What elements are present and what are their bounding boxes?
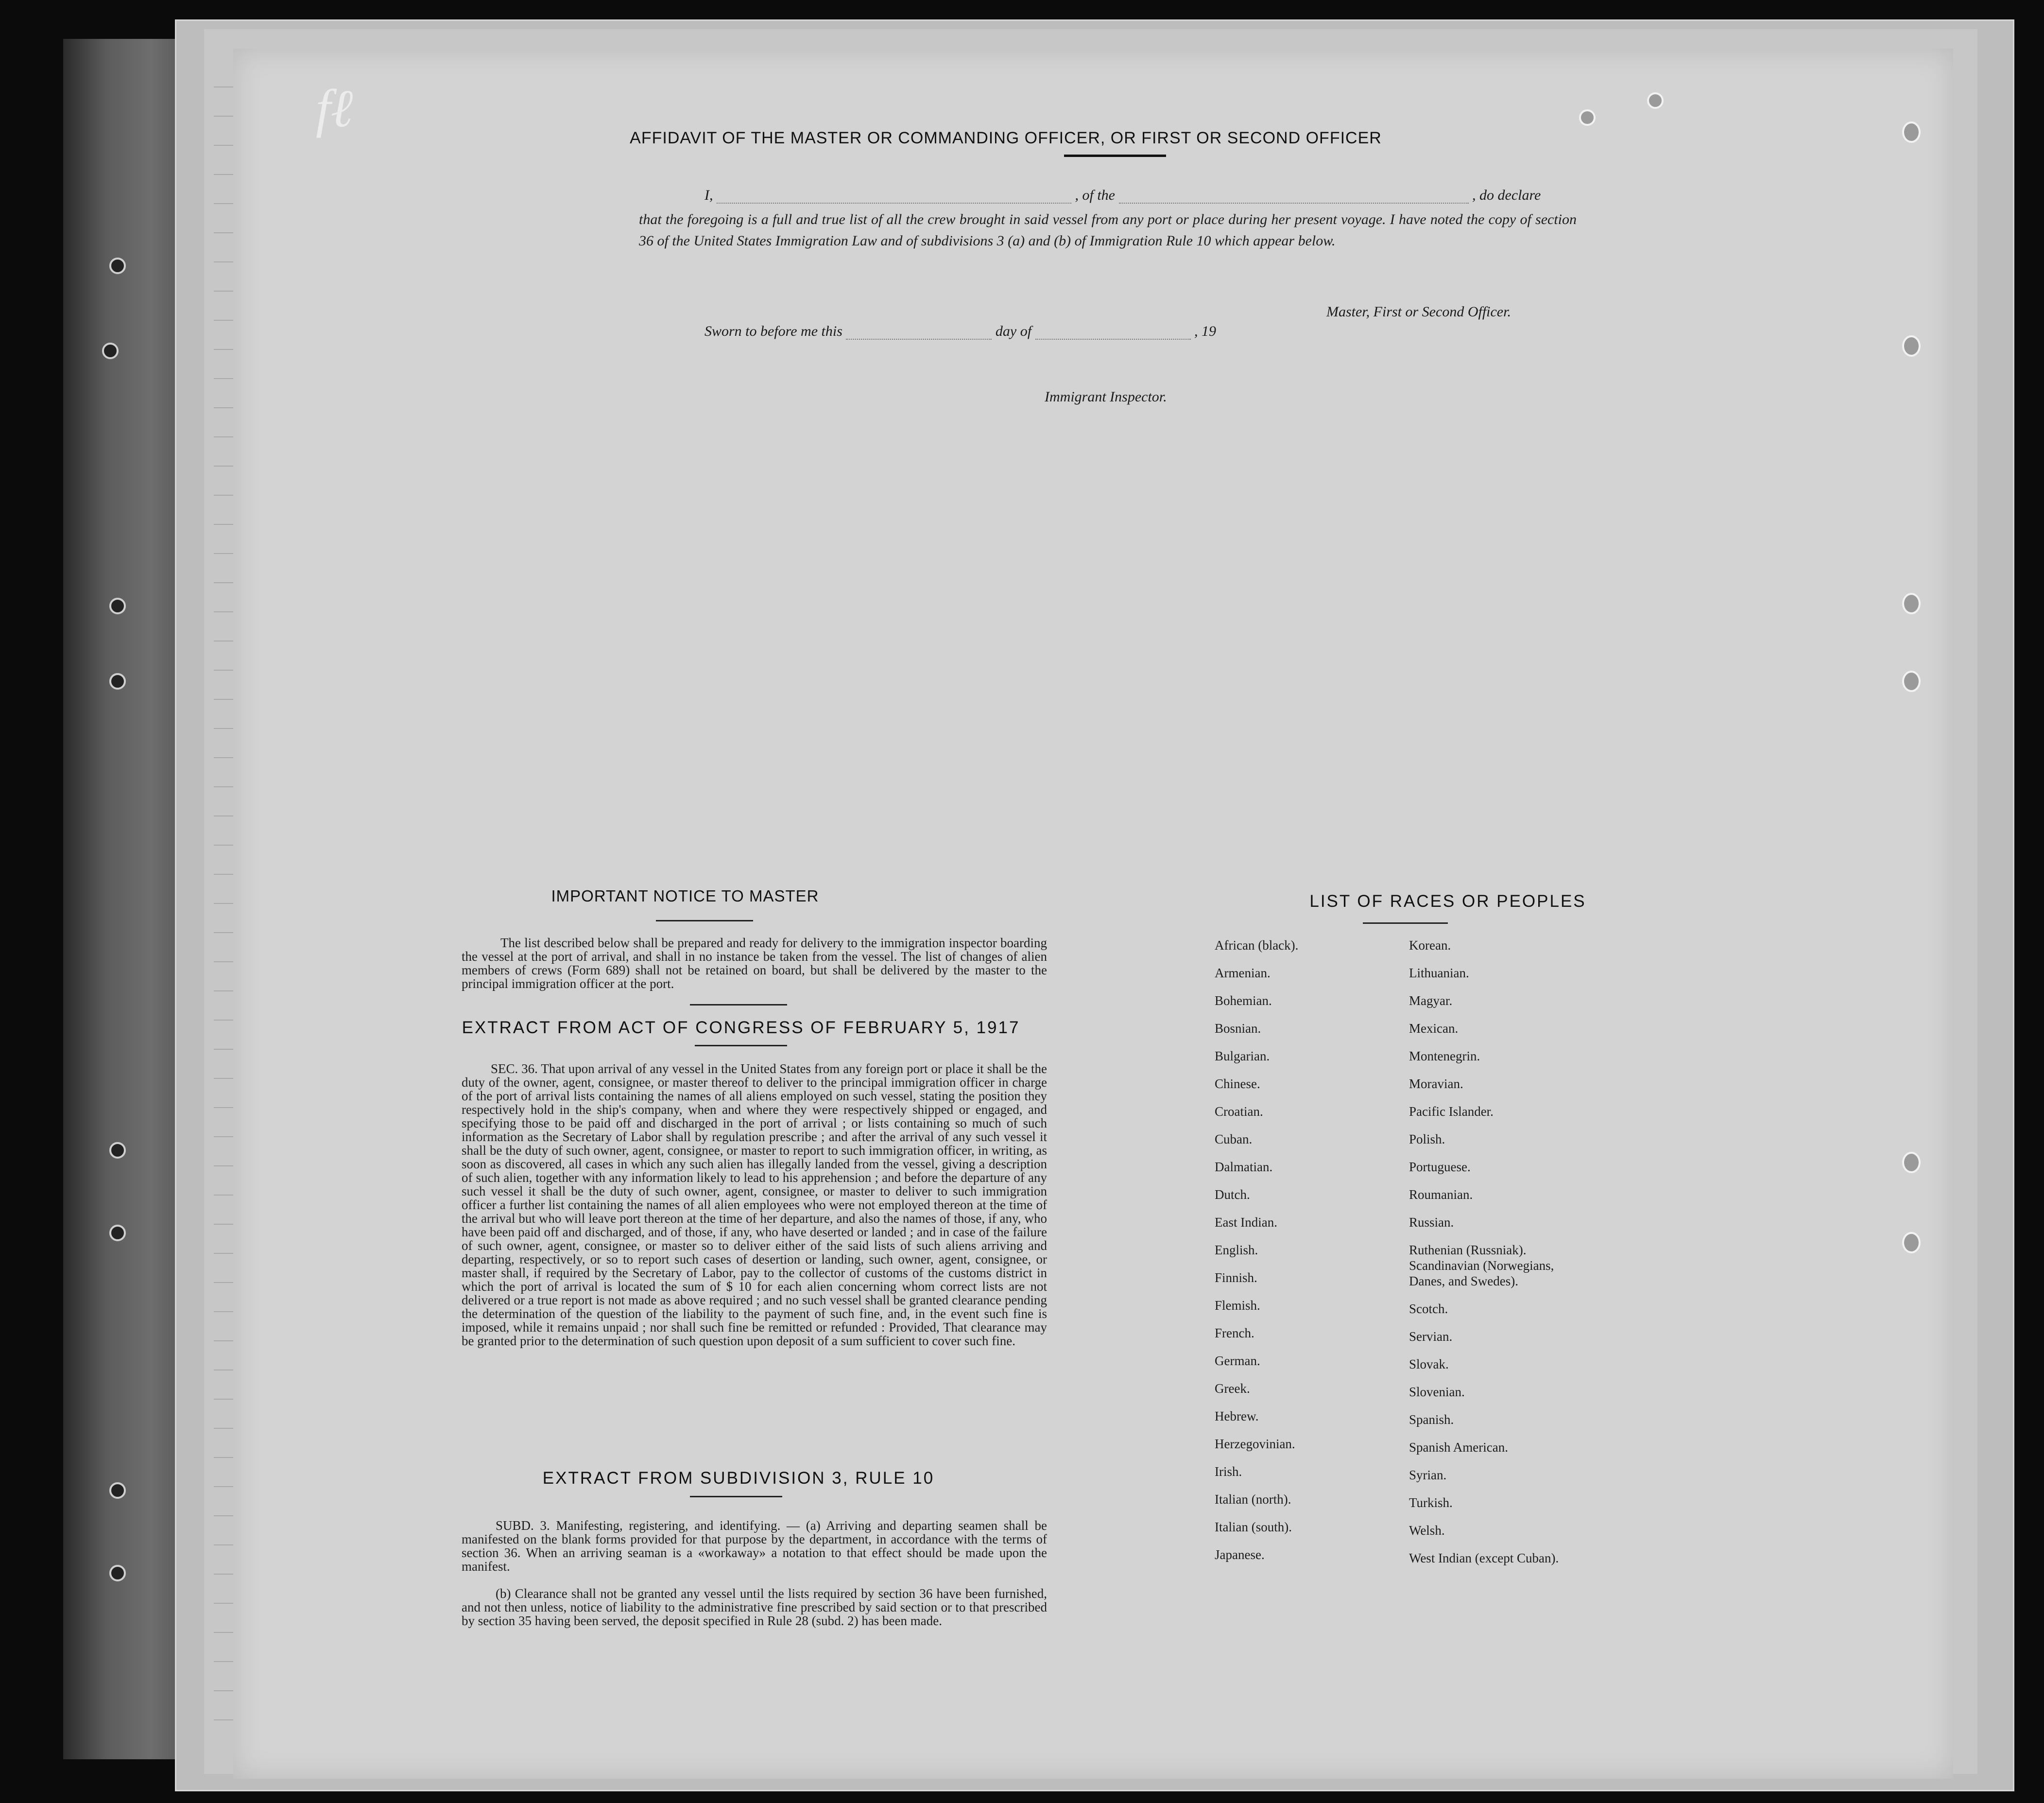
race-item: Hebrew.	[1215, 1409, 1259, 1423]
title-rule	[1064, 155, 1166, 157]
punch-hole	[1579, 109, 1596, 126]
day-blank[interactable]	[846, 326, 992, 340]
race-item: Italian (south).	[1215, 1520, 1292, 1534]
punch-hole	[1902, 1152, 1921, 1173]
races-title: LIST OF RACES OR PEOPLES	[1309, 892, 1586, 911]
year-label: , 19	[1194, 323, 1217, 339]
act-extract-title: EXTRACT FROM ACT OF CONGRESS OF FEBRUARY 5, 1917	[462, 1018, 1020, 1037]
binder-hole	[109, 1225, 126, 1241]
race-item: Armenian.	[1215, 966, 1271, 980]
master-signature-label: Master, First or Second Officer.	[1326, 304, 1511, 320]
race-item: Bulgarian.	[1215, 1049, 1270, 1063]
sworn-line	[704, 323, 1216, 340]
race-item: Welsh.	[1409, 1523, 1445, 1538]
race-item: Lithuanian.	[1409, 966, 1469, 980]
act-extract-text: SEC. 36. That upon arrival of any vessel in the United States from any foreign port or place it shall be the duty of the owner, agent, consignee, or master thereof to deliver to the principal immigration officer in charge of the port of arrival lists containing the names of all aliens employed on such vessel, stating the position they respectively hold in the ship's company, when and where they were respectively shipped or engaged, and specifying those to be paid off and discharged in the port of arrival ; or lists containing so much of such information as the Secretary of Labor shall by regulation prescribe ; and after the arrival of any such vessel it shall be the duty of such owner, agent, consignee, or master to report to such immigration officer, in writing, as soon as discovered, all cases in which any such alien has illegally landed from the vessel, giving a description of such alien, together with any information likely to lead to his apprehension ; and before the departure of any such vessel it shall be the duty of such owner, agent, consignee, or master to deliver to such immigration officer a further list containing the names of all alien employees who were not employed thereon at the time of the arrival but who will leave port thereon at the time of her departure, and also the names of those, if any, who have been paid off and discharged, and of those, if any, who have deserted or landed ; and in case of the failure of such owner, agent, consignee, or master so to deliver either of the said lists of such aliens arriving and departing, respectively, or so to report such cases of desertion or landing, such owner, agent, consignee, or master shall, if required by the Secretary of Labor, pay to the collector of customs of the customs district in which the port of arrival is located the sum of $ 10 for each alien concerning whom correct lists are not delivered or a true report is not made as above required ; and no such vessel shall be granted clearance pending the determination of the question of the liability to the payment of such fine, and, in the event such fine is imposed, while it remains unpaid ; nor shall such fine be remitted or refunded : Provided, That clearance may be granted prior to the determination of such question upon deposit of a sum sufficient to cover such fine.	[462, 1061, 1047, 1348]
race-item: Scotch.	[1409, 1301, 1448, 1316]
binder-hole	[109, 258, 126, 274]
race-item: French.	[1215, 1326, 1254, 1340]
month-blank[interactable]	[1035, 326, 1191, 340]
race-item: Dutch.	[1215, 1187, 1250, 1202]
punch-hole	[1902, 671, 1921, 692]
race-item: Pacific Islander.	[1409, 1104, 1494, 1119]
notice-text: The list described below shall be prepared and ready for delivery to the immigration inspector boarding the vessel at the port of arrival, and shall in no instance be taken from the vessel. The list of changes of alien members of crews (Form 689) shall not be retained on board, but shall be delivered by the master to the principal immigration officer at the port.	[462, 936, 1047, 991]
race-item: Roumanian.	[1409, 1187, 1473, 1202]
race-item: Magyar.	[1409, 993, 1453, 1008]
notice-rule	[656, 920, 753, 921]
notice-bottom-rule	[690, 1004, 787, 1006]
race-item: Syrian.	[1409, 1468, 1447, 1482]
binder-hole	[109, 1565, 126, 1581]
race-item: German.	[1215, 1353, 1260, 1368]
affidavit-name-line	[704, 187, 1541, 204]
race-item: Danes, and Swedes).	[1409, 1274, 1518, 1288]
affidavit-i: I,	[704, 187, 713, 203]
races-rule	[1363, 922, 1448, 924]
inspector-signature-label: Immigrant Inspector.	[1045, 389, 1167, 405]
rule-extract-text-b: (b) Clearance shall not be granted any vessel until the lists required by section 36 have been furnished, and not then unless, notice of liability to the administrative fine prescribed by said section or to that prescribed by section 35 having been served, the deposit specified in Rule 28 (subd. 2) has been made.	[462, 1586, 1047, 1628]
race-item: Moravian.	[1409, 1076, 1463, 1091]
races-column-2	[1409, 938, 1559, 1578]
race-item: Finnish.	[1215, 1270, 1257, 1285]
race-item: English.	[1215, 1243, 1258, 1257]
rule-extract-title: EXTRACT FROM SUBDIVISION 3, RULE 10	[542, 1469, 935, 1488]
binder-hole	[109, 598, 126, 614]
race-item: Turkish.	[1409, 1495, 1453, 1510]
race-item: Herzegovinian.	[1215, 1437, 1295, 1451]
race-item: Spanish American.	[1409, 1440, 1508, 1455]
punch-hole	[1902, 121, 1921, 143]
race-item: Bosnian.	[1215, 1021, 1261, 1036]
race-item: Greek.	[1215, 1381, 1250, 1396]
act-extract-rule	[695, 1045, 787, 1046]
race-item: Slovenian.	[1409, 1385, 1465, 1399]
race-item: Chinese.	[1215, 1076, 1260, 1091]
race-item: Servian.	[1409, 1329, 1453, 1344]
punch-hole	[1902, 1232, 1921, 1253]
punch-hole	[1902, 335, 1921, 357]
race-item: Japanese.	[1215, 1547, 1265, 1562]
race-item: Croatian.	[1215, 1104, 1263, 1119]
race-item: African (black).	[1215, 938, 1299, 953]
race-item: Montenegrin.	[1409, 1049, 1480, 1063]
name-blank[interactable]	[717, 190, 1071, 204]
rule-extract-text-a: SUBD. 3. Manifesting, registering, and identifying. — (a) Arriving and departing seamen shall be manifested on the blank forms provided for that purpose by the department, in accordance with the terms of section 36. When an arriving seaman is a «workaway» a notation to that effect should be made upon the manifest.	[462, 1518, 1047, 1574]
race-item: East Indian.	[1215, 1215, 1277, 1230]
binder-hole	[109, 1142, 126, 1159]
race-item: Scandinavian (Norwegians,	[1409, 1258, 1554, 1273]
day-of-label: day of	[995, 323, 1032, 339]
document-page	[233, 49, 1953, 1779]
binder-hole	[109, 673, 126, 690]
race-item: Flemish.	[1215, 1298, 1260, 1313]
rule-extract-rule	[690, 1496, 782, 1497]
race-item: Dalmatian.	[1215, 1160, 1273, 1174]
punch-hole	[1647, 92, 1664, 109]
affidavit-declare: , do declare	[1472, 187, 1541, 203]
binder-hole	[109, 1482, 126, 1499]
punch-hole	[1902, 593, 1921, 614]
races-column-1	[1215, 938, 1298, 1575]
race-item: Cuban.	[1215, 1132, 1253, 1146]
race-item: Korean.	[1409, 938, 1451, 953]
race-item: Irish.	[1215, 1464, 1242, 1479]
race-item: Italian (north).	[1215, 1492, 1291, 1507]
affidavit-body: that the foregoing is a full and true list of all the crew brought in said vessel from any port or place during her present voyage. I have noted the copy of section 36 of the United States Immigration Law and of subdivisions 3 (a) and (b) of Immigration Rule 10 which appear below.	[639, 211, 1577, 249]
race-item: Spanish.	[1409, 1412, 1454, 1427]
sworn-label: Sworn to before me this	[704, 323, 842, 339]
handwritten-mark: fℓ	[316, 79, 353, 138]
notice-title: IMPORTANT NOTICE TO MASTER	[551, 887, 819, 905]
race-item: Polish.	[1409, 1132, 1445, 1146]
race-item: Portuguese.	[1409, 1160, 1471, 1174]
affidavit-of-the: , of the	[1075, 187, 1115, 203]
race-item: West Indian (except Cuban).	[1409, 1551, 1559, 1565]
affidavit-title: AFFIDAVIT OF THE MASTER OR COMMANDING OFFICER, OR FIRST OR SECOND OFFICER	[630, 129, 1382, 147]
race-item: Russian.	[1409, 1215, 1454, 1230]
race-item: Bohemian.	[1215, 993, 1272, 1008]
vessel-blank[interactable]	[1119, 190, 1469, 204]
race-item: Slovak.	[1409, 1357, 1449, 1371]
race-item: Mexican.	[1409, 1021, 1459, 1036]
binder-hole	[102, 343, 119, 359]
race-item: Ruthenian (Russniak).	[1409, 1243, 1527, 1257]
